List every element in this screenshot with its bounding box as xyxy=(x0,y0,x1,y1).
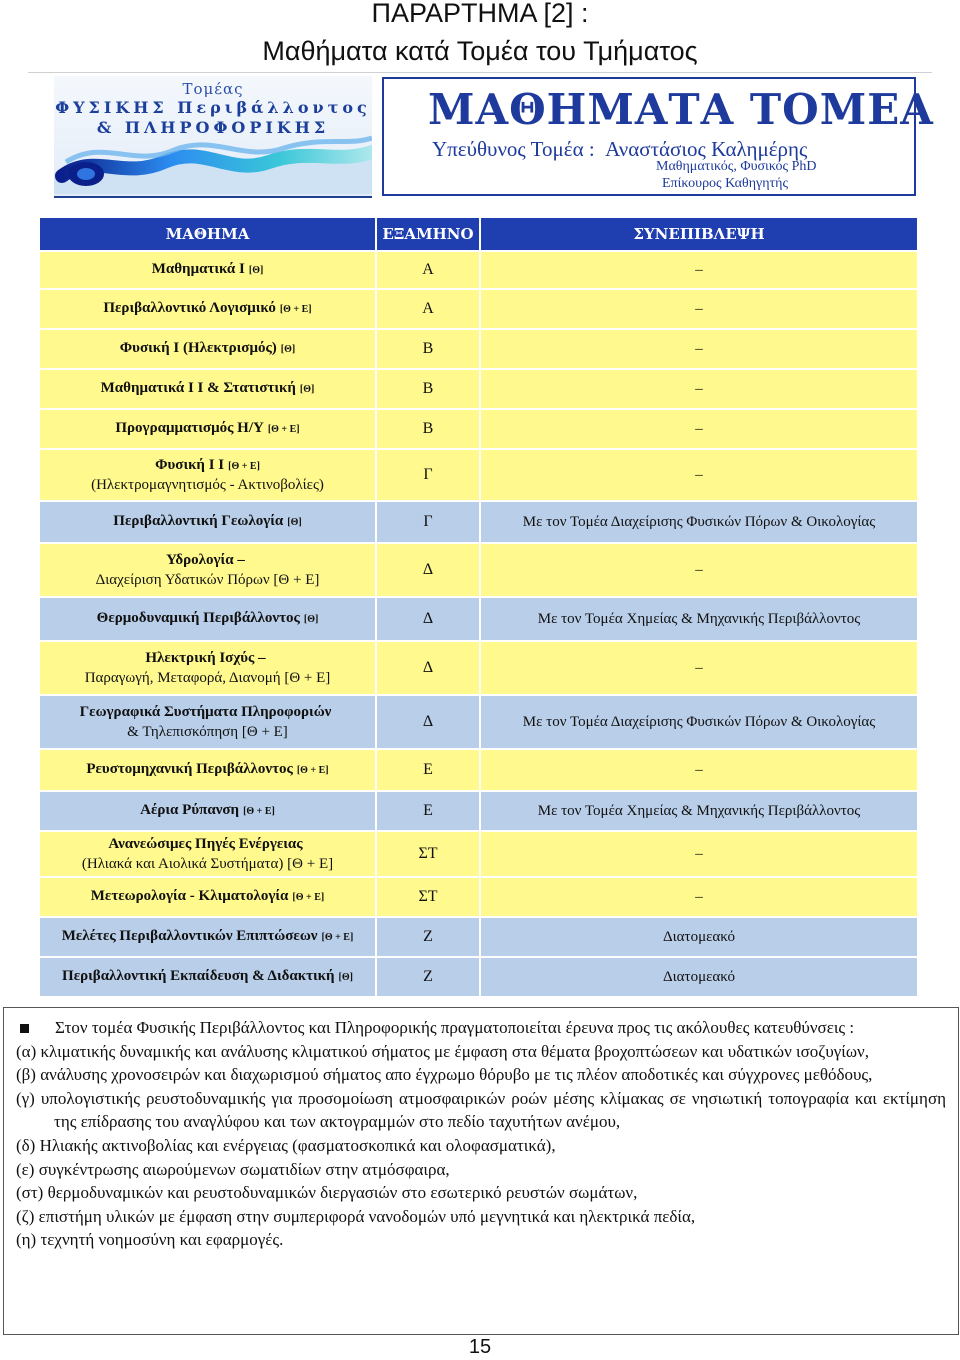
semester-cell: Β xyxy=(377,370,481,410)
course-name-cell: Περιβαλλοντική Εκπαίδευση & Διδακτική [Θ] xyxy=(40,958,377,998)
course-name-cell: Προγραμματισμός Η/Υ [Θ + Ε] xyxy=(40,410,377,450)
table-row xyxy=(40,502,917,544)
course-name-cell: Υδρολογία – Διαχείριση Υδατικών Πόρων [Θ + Ε] xyxy=(40,544,377,598)
semester-cell: Γ xyxy=(377,450,481,502)
course-type-tag: [Θ + Ε] xyxy=(243,806,275,817)
course-type-tag: [Θ + Ε] xyxy=(292,892,325,903)
cosupervision-cell: Με τον Τομέα Χημείας & Μηχανικής Περιβάλλοντος xyxy=(481,598,917,642)
course-name-line2: & Τηλεπισκόπηση [Θ + Ε] xyxy=(127,724,288,740)
course-type-tag: [Θ + Ε] xyxy=(267,424,300,435)
course-type-tag: [Θ] xyxy=(303,614,319,625)
logo-text-line1: Τομέας xyxy=(182,80,244,98)
cosupervision-cell: – xyxy=(481,370,917,410)
research-item: (στ) θερμοδυναμικών και ρευστοδυναμικών διεργασιών στο εσωτερικό ρευστών σωμάτων, xyxy=(16,1183,638,1203)
logo-text-line3: & ΠΛΗΡΟΦΟΡΙΚΗΣ xyxy=(96,118,330,137)
title-divider xyxy=(28,72,932,73)
course-type-tag: [Θ] xyxy=(248,265,264,276)
table-header-row xyxy=(40,218,917,252)
header-cosupervision: ΣΥΝΕΠΙΒΛΕΨΗ xyxy=(481,218,917,252)
table-row xyxy=(40,330,917,370)
table-row xyxy=(40,792,917,832)
page-subtitle: Μαθήματα κατά Τομέα του Τμήματος xyxy=(262,36,698,66)
course-name-cell: Μαθηματικά Ι [Θ] xyxy=(40,252,377,290)
table-row xyxy=(40,410,917,450)
sector-logo xyxy=(54,76,372,198)
table-row xyxy=(40,958,917,998)
research-item: (δ) Ηλιακής ακτινοβολίας και ενέργειας (φασματοσκοπικά και ολοφασματικά), xyxy=(16,1135,556,1155)
course-type-tag: [Θ] xyxy=(299,384,315,395)
banner-title: ΜΑΘΗΜΑΤΑ ΤΟΜΕΑ xyxy=(428,85,934,134)
responsible-qualification: Μαθηματικός, Φυσικός PhD xyxy=(656,159,817,174)
research-intro: Στον τομέα Φυσικής Περιβάλλοντος και Πληροφορικής πραγματοποιείται έρευνα προς τις ακόλουθες κατευθύνσεις : xyxy=(16,1016,946,1040)
table-row xyxy=(40,878,917,918)
cosupervision-cell: Διατομεακό xyxy=(481,918,917,958)
semester-cell: Δ xyxy=(377,642,481,696)
cosupervision-cell: Με τον Τομέα Χημείας & Μηχανικής Περιβάλλοντος xyxy=(481,792,917,832)
table-row xyxy=(40,642,917,696)
research-item: (β) ανάλυσης χρονοσειρών και διαχωρισμού σήματος απο έγχρωμο θόρυβο με τις πλέον αποδοτικές και σύγχρονες μεθόδους, xyxy=(16,1065,873,1085)
responsible-rank: Επίκουρος Καθηγητής xyxy=(662,176,789,191)
logo-text-line2: ΦΥΣΙΚΗΣ Περιβάλλοντος xyxy=(55,98,371,117)
semester-cell: Β xyxy=(377,410,481,450)
cosupervision-cell: – xyxy=(481,878,917,918)
semester-cell: Δ xyxy=(377,544,481,598)
course-name-cell: Περιβαλλοντική Γεωλογία [Θ] xyxy=(40,502,377,544)
cosupervision-cell: – xyxy=(481,750,917,792)
course-type-tag: [Θ + Ε] xyxy=(228,461,260,472)
page-number: 15 xyxy=(468,1336,492,1358)
table-row xyxy=(40,696,917,750)
course-name-line2: (Ηλεκτρομαγνητισμός - Ακτινοβολίες) xyxy=(91,477,324,493)
cosupervision-cell: – xyxy=(481,450,917,502)
course-type-tag: [Θ + Ε] xyxy=(321,932,354,943)
course-name-cell: Γεωγραφικά Συστήματα Πληροφοριών & Τηλεπισκόπηση [Θ + Ε] xyxy=(40,696,377,750)
table-row xyxy=(40,544,917,598)
cosupervision-cell: – xyxy=(481,544,917,598)
course-name-cell: Περιβαλλοντικό Λογισμικό [Θ + Ε] xyxy=(40,290,377,330)
table-row xyxy=(40,918,917,958)
header-course: ΜΑΘΗΜΑ xyxy=(40,218,377,252)
cosupervision-cell: Διατομεακό xyxy=(481,958,917,998)
semester-cell: Ζ xyxy=(377,958,481,998)
semester-cell: Ε xyxy=(377,792,481,832)
courses-table xyxy=(40,218,917,998)
cosupervision-cell: – xyxy=(481,832,917,878)
course-name-cell: Μετεωρολογία - Κλιματολογία [Θ + Ε] xyxy=(40,878,377,918)
course-name-line2: Παραγωγή, Μεταφορά, Διανομή [Θ + Ε] xyxy=(84,670,331,686)
square-bullet-icon xyxy=(20,1024,29,1033)
table-row xyxy=(40,290,917,330)
course-name-line2: Διαχείριση Υδατικών Πόρων [Θ + Ε] xyxy=(95,572,320,588)
course-type-tag: [Θ] xyxy=(338,972,353,983)
cosupervision-cell: – xyxy=(481,252,917,290)
research-item: (ε) συγκέντρωσης αιωρούμενων σωματιδίων στην ατμόσφαιρα, xyxy=(16,1159,450,1179)
semester-cell: Β xyxy=(377,330,481,370)
course-name-cell: Φυσική Ι (Ηλεκτρισμός) [Θ] xyxy=(40,330,377,370)
course-name-cell: Θερμοδυναμική Περιβάλλοντος [Θ] xyxy=(40,598,377,642)
responsible-label: Υπεύθυνος Τομέα : xyxy=(432,137,595,161)
research-item: (α) κλιματικής δυναμικής και ανάλυσης κλιματικού σήματος με έμφαση στα θέματα βροχοπτώσεων και υδατικών ισοζυγίων, xyxy=(16,1041,869,1061)
course-name-cell: Ηλεκτρική Ισχύς – Παραγωγή, Μεταφορά, Διανομή [Θ + Ε] xyxy=(40,642,377,696)
semester-cell: Γ xyxy=(377,502,481,544)
cosupervision-cell: – xyxy=(481,290,917,330)
semester-cell: Δ xyxy=(377,598,481,642)
course-name-cell: Μελέτες Περιβαλλοντικών Επιπτώσεων [Θ + Ε] xyxy=(40,918,377,958)
table-row xyxy=(40,370,917,410)
research-item: (γ) υπολογιστικής ρευστοδυναμικής για προσομοίωση ατμοσφαιρικών ροών μέσης κλίμακας σε νησιωτική τοπογραφία και εκτίμηση της επίδρασης του αναγλύφου και των ακτογραμμών στο πεδίο ταχυτήτων ανέμου, xyxy=(16,1088,946,1132)
semester-cell: Ε xyxy=(377,750,481,792)
course-name-cell: Μαθηματικά Ι Ι & Στατιστική [Θ] xyxy=(40,370,377,410)
cosupervision-cell: – xyxy=(481,642,917,696)
course-name-cell: Αέρια Ρύπανση [Θ + Ε] xyxy=(40,792,377,832)
cosupervision-cell: Με τον Τομέα Διαχείρισης Φυσικών Πόρων & Οικολογίας xyxy=(481,696,917,750)
semester-cell: ΣΤ xyxy=(377,832,481,878)
course-name-cell: Φυσική Ι Ι [Θ + Ε] (Ηλεκτρομαγνητισμός - Ακτινοβολίες) xyxy=(40,450,377,502)
course-name-cell: Ρευστομηχανική Περιβάλλοντος [Θ + Ε] xyxy=(40,750,377,792)
table-row xyxy=(40,750,917,792)
semester-cell: Ζ xyxy=(377,918,481,958)
course-name-line2: (Ηλιακά και Αιολικά Συστήματα) [Θ + Ε] xyxy=(81,856,334,872)
semester-cell: Δ xyxy=(377,696,481,750)
cosupervision-cell: – xyxy=(481,410,917,450)
course-type-tag: [Θ] xyxy=(287,517,302,528)
semester-cell: Α xyxy=(377,252,481,290)
page-title: ΠΑΡΑΡΤΗΜΑ [2] : xyxy=(371,0,589,28)
semester-cell: ΣΤ xyxy=(377,878,481,918)
semester-cell: Α xyxy=(377,290,481,330)
course-type-tag: [Θ + Ε] xyxy=(279,304,312,315)
research-item: (η) τεχνητή νοημοσύνη και εφαρμογές. xyxy=(16,1230,284,1250)
table-row xyxy=(40,252,917,290)
research-item: (ζ) επιστήμη υλικών με έμφαση στην συμπεριφορά νανοδομών υπό μεγνητικά και ηλεκτρικά πεδία, xyxy=(16,1206,696,1226)
header-semester: ΕΞΑΜΗΝΟ xyxy=(377,218,481,252)
cosupervision-cell: Με τον Τομέα Διαχείρισης Φυσικών Πόρων & Οικολογίας xyxy=(481,502,917,544)
responsible-name: Αναστάσιος Καλημέρης xyxy=(605,137,808,161)
sector-banner xyxy=(382,77,934,196)
table-row xyxy=(40,450,917,502)
course-name-cell: Ανανεώσιμες Πηγές Ενέργειας (Ηλιακά και Αιολικά Συστήματα) [Θ + Ε] xyxy=(40,832,377,878)
course-type-tag: [Θ + Ε] xyxy=(296,765,329,776)
table-row xyxy=(40,598,917,642)
cosupervision-cell: – xyxy=(481,330,917,370)
research-list xyxy=(16,1040,946,1252)
research-directions-box xyxy=(3,1007,959,1335)
course-type-tag: [Θ] xyxy=(280,344,296,355)
table-row xyxy=(40,832,917,878)
